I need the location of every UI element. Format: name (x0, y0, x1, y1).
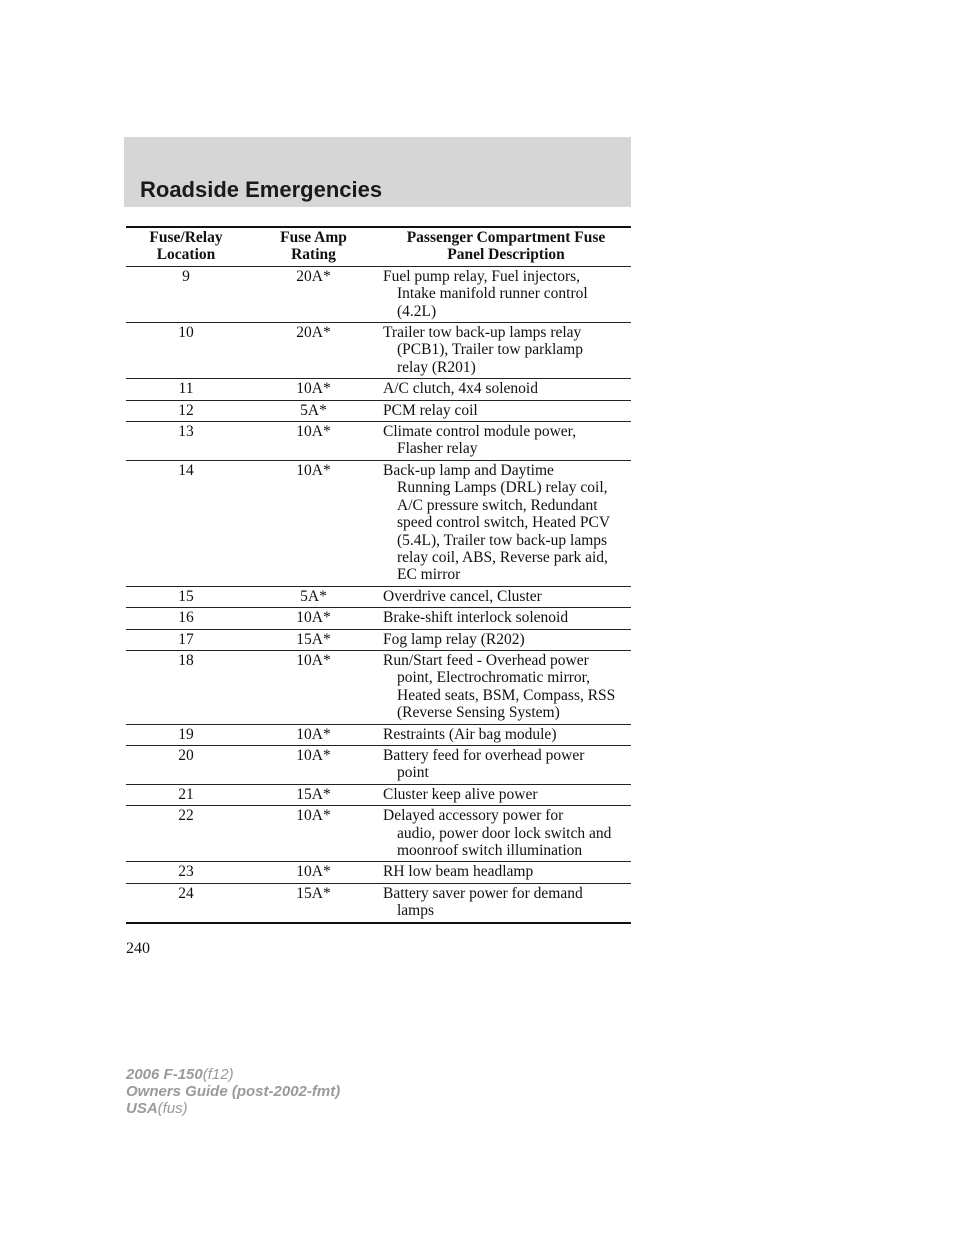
description-line: A/C pressure switch, Redundant (397, 496, 598, 514)
description-line: point, Electrochromatic mirror, (397, 669, 591, 687)
fuse-description (381, 806, 631, 862)
fuse-location: 21 (126, 784, 246, 805)
column-header-location: Fuse/Relay Location (126, 227, 246, 266)
fuse-amp-rating: 10A* (246, 650, 381, 724)
description-line: Fog lamp relay (R202) (383, 630, 525, 648)
description-line: speed control switch, Heated PCV (397, 514, 611, 532)
fuse-location: 22 (126, 806, 246, 862)
fuse-location: 9 (126, 266, 246, 322)
table-row (126, 608, 631, 629)
table-row (126, 400, 631, 421)
fuse-location: 13 (126, 422, 246, 461)
description-line: Battery saver power for demand (383, 884, 583, 902)
description-line: Brake-shift interlock solenoid (383, 609, 569, 627)
description-line: EC mirror (397, 566, 461, 584)
fuse-location: 19 (126, 724, 246, 745)
fuse-description (381, 745, 631, 784)
fuse-location: 23 (126, 862, 246, 883)
description-line: Running Lamps (DRL) relay coil, (397, 479, 608, 497)
fuse-amp-rating: 10A* (246, 379, 381, 400)
fuse-description (381, 400, 631, 421)
fuse-amp-rating: 15A* (246, 629, 381, 650)
page-number: 240 (126, 940, 150, 957)
fuse-description (381, 862, 631, 883)
footer-metadata (126, 1066, 340, 1117)
fuse-description (381, 650, 631, 724)
fuse-table (126, 226, 631, 924)
footer-model-code: (f12) (202, 1066, 234, 1083)
description-line: point (397, 764, 429, 782)
fuse-location: 12 (126, 400, 246, 421)
fuse-location: 14 (126, 460, 246, 586)
fuse-amp-rating: 10A* (246, 608, 381, 629)
fuse-location: 16 (126, 608, 246, 629)
section-header (124, 137, 631, 207)
description-line: Restraints (Air bag module) (383, 725, 557, 743)
description-line: Intake manifold runner control (397, 285, 588, 303)
table-row (126, 806, 631, 862)
fuse-description (381, 266, 631, 322)
fuse-amp-rating: 20A* (246, 323, 381, 379)
section-title: Roadside Emergencies (140, 177, 383, 202)
table-row (126, 784, 631, 805)
table-row (126, 266, 631, 322)
fuse-description (381, 608, 631, 629)
fuse-location: 17 (126, 629, 246, 650)
description-line: audio, power door lock switch and (397, 824, 612, 842)
description-line: Climate control module power, (383, 423, 577, 441)
fuse-amp-rating: 5A* (246, 586, 381, 607)
table-row (126, 422, 631, 461)
fuse-description (381, 422, 631, 461)
table-row (126, 379, 631, 400)
fuse-description (381, 379, 631, 400)
description-line: Overdrive cancel, Cluster (383, 587, 542, 605)
description-line: (4.2L) (397, 302, 437, 320)
description-line: Fuel pump relay, Fuel injectors, (383, 267, 581, 285)
description-line: PCM relay coil (383, 401, 478, 419)
table-row (126, 460, 631, 586)
description-line: Cluster keep alive power (383, 785, 538, 803)
table-row (126, 323, 631, 379)
table-header-row (126, 227, 631, 266)
fuse-description (381, 724, 631, 745)
column-header-description: Passenger Compartment Fuse Panel Description (381, 227, 631, 266)
fuse-description (381, 586, 631, 607)
fuse-description (381, 883, 631, 922)
description-line: (5.4L), Trailer tow back-up lamps (397, 531, 608, 549)
description-line: A/C clutch, 4x4 solenoid (383, 380, 538, 398)
fuse-amp-rating: 10A* (246, 862, 381, 883)
fuse-amp-rating: 10A* (246, 724, 381, 745)
fuse-description (381, 323, 631, 379)
description-line: RH low beam headlamp (383, 863, 534, 881)
fuse-amp-rating: 15A* (246, 784, 381, 805)
description-line: (PCB1), Trailer tow parklamp (397, 341, 583, 359)
fuse-location: 15 (126, 586, 246, 607)
description-line: (Reverse Sensing System) (397, 704, 560, 722)
fuse-amp-rating: 10A* (246, 745, 381, 784)
description-line: Trailer tow back-up lamps relay (383, 324, 582, 342)
footer-guide: Owners Guide (post-2002-fmt) (126, 1083, 341, 1100)
description-line: relay (R201) (397, 358, 476, 376)
description-line: Back-up lamp and Daytime (383, 461, 554, 479)
fuse-amp-rating: 10A* (246, 460, 381, 586)
fuse-amp-rating: 15A* (246, 883, 381, 922)
fuse-amp-rating: 10A* (246, 422, 381, 461)
description-line: moonroof switch illumination (397, 842, 583, 859)
table-row (126, 629, 631, 650)
fuse-location: 24 (126, 883, 246, 922)
fuse-location: 11 (126, 379, 246, 400)
table-row (126, 586, 631, 607)
description-line: Battery feed for overhead power (383, 746, 585, 764)
column-header-amp: Fuse Amp Rating (246, 227, 381, 266)
description-line: Delayed accessory power for (383, 807, 564, 825)
fuse-location: 20 (126, 745, 246, 784)
description-line: relay coil, ABS, Reverse park aid, (397, 548, 608, 566)
footer-market: USA (126, 1100, 158, 1117)
footer-model: 2006 F-150 (126, 1066, 203, 1083)
table-row (126, 745, 631, 784)
table-row (126, 650, 631, 724)
description-line: lamps (397, 902, 435, 920)
fuse-location: 10 (126, 323, 246, 379)
description-line: Flasher relay (397, 440, 478, 458)
fuse-location: 18 (126, 650, 246, 724)
fuse-description (381, 629, 631, 650)
fuse-description (381, 784, 631, 805)
fuse-description (381, 460, 631, 586)
description-line: Heated seats, BSM, Compass, RSS (397, 686, 616, 704)
description-line: Run/Start feed - Overhead power (383, 651, 589, 669)
footer-market-code: (fus) (157, 1100, 188, 1117)
table-row (126, 862, 631, 883)
table-row (126, 724, 631, 745)
table-row (126, 883, 631, 922)
fuse-amp-rating: 10A* (246, 806, 381, 862)
fuse-amp-rating: 5A* (246, 400, 381, 421)
fuse-amp-rating: 20A* (246, 266, 381, 322)
